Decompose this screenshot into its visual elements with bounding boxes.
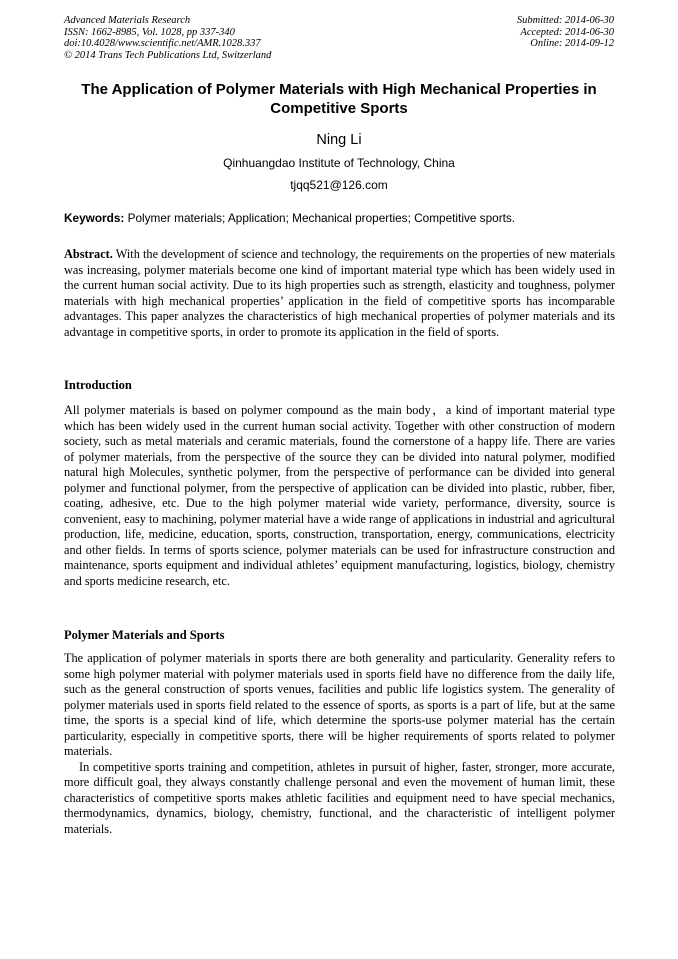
journal-doi: doi:10.4028/www.scientific.net/AMR.1028.337	[64, 38, 261, 49]
paper-title: The Application of Polymer Materials with High Mechanical Properties in Competitive Sports	[81, 81, 597, 117]
journal-issn: ISSN: 1662-8985, Vol. 1028, pp 337-340	[64, 26, 235, 38]
paragraph: In competitive sports training and competition, athletes in pursuit of higher, faster, stronger, more accurate, more difficult goal, they always constantly challenge personal and even the movement of human limit, these characteristics of competitive sports makes athletic facilities and equipment need to have special mechanics, thermodynamics, dynamics, biology, chemistry, functional, and the characteristic of intelligent polymer materials.	[64, 759, 615, 836]
publication-dates	[517, 15, 614, 50]
submitted-date: Submitted: 2014-06-30	[516, 15, 614, 26]
paragraph: All polymer materials is based on polymer compound as the main body，a kind of important material type which has been widely used in the current human social activity. Together with other construction of modern society, such as metal materials and ceramic materials, found the cornerstone of a happy life. There are varies of polymer materials, from the perspective of the source they can be divided into natural polymer, modified natural high Molecules, synthetic polymer, from the perspective of performance can be divided into general polymer and functional polymer, from the perspective of application can be divided into plastic, rubber, fiber, coating, adhesive, etc. Due to the high polymer material wide variety, performance, diversity, source is convenient, easy to machining, polymer material have a wide range of applications in industrial and agricultural production, life, medicine, education, sports, construction, transportation, energy, communications, electricity and other fields. In terms of sports science, polymer materials can be used for infrastructure construction and maintenance, sports equipment and individual athletes’ equipment manufacturing, logistics, biology, chemistry and sports medicine research, etc.	[64, 403, 615, 588]
section-body-polymer-materials-and-sports	[64, 651, 615, 837]
paragraph: The application of polymer materials in sports there are both generality and particularity. Generality refers to some high polymer material with polymer materials used in sports field have no difference from the daily life, such as the general construction of sports venues, facilities and public life logistics system. The generality of polymer materials used in sports field related to the essence of sports, as sports is a part of life, but at the same time, the sports is a special kind of life, which determine the sports-use polymer material has the certain particularity, especially in competitive sports, there will be higher requirements of sports related to polymer materials.	[64, 651, 615, 758]
keywords	[64, 211, 620, 226]
journal-copyright: © 2014 Trans Tech Publications Ltd, Switzerland	[64, 49, 272, 61]
section-heading-introduction: Introduction	[64, 378, 132, 392]
accepted-date: Accepted: 2014-06-30	[520, 26, 614, 38]
abstract-text: With the development of science and technology, the requirements on the properties of new materials was increasing, polymer materials become one kind of important material type which has been widely used in the current human social activity. Due to its high properties such as strength, elasticity and toughness, polymer materials with high mechanical properties’ application in the field of competitive sports has incomparable advantages. This paper analyzes the characteristics of high mechanical properties of polymer materials and its advantage in competitive sports, in order to promote its application in the field of sports.	[64, 247, 615, 339]
journal-name: Advanced Materials Research	[64, 15, 191, 26]
section-heading-polymer-materials-and-sports: Polymer Materials and Sports	[64, 628, 225, 642]
section-body-introduction	[64, 403, 615, 589]
abstract-label: Abstract.	[64, 247, 113, 261]
keywords-label: Keywords:	[64, 211, 125, 225]
online-date: Online: 2014-09-12	[530, 38, 614, 49]
keywords-text: Polymer materials; Application; Mechanical properties; Competitive sports.	[127, 211, 516, 225]
author-affiliation: Qinhuangdao Institute of Technology, China	[223, 156, 455, 170]
abstract	[64, 247, 615, 340]
author-email: tjqq521@126.com	[290, 178, 388, 192]
journal-info	[64, 15, 271, 61]
author-name: Ning Li	[316, 132, 362, 148]
